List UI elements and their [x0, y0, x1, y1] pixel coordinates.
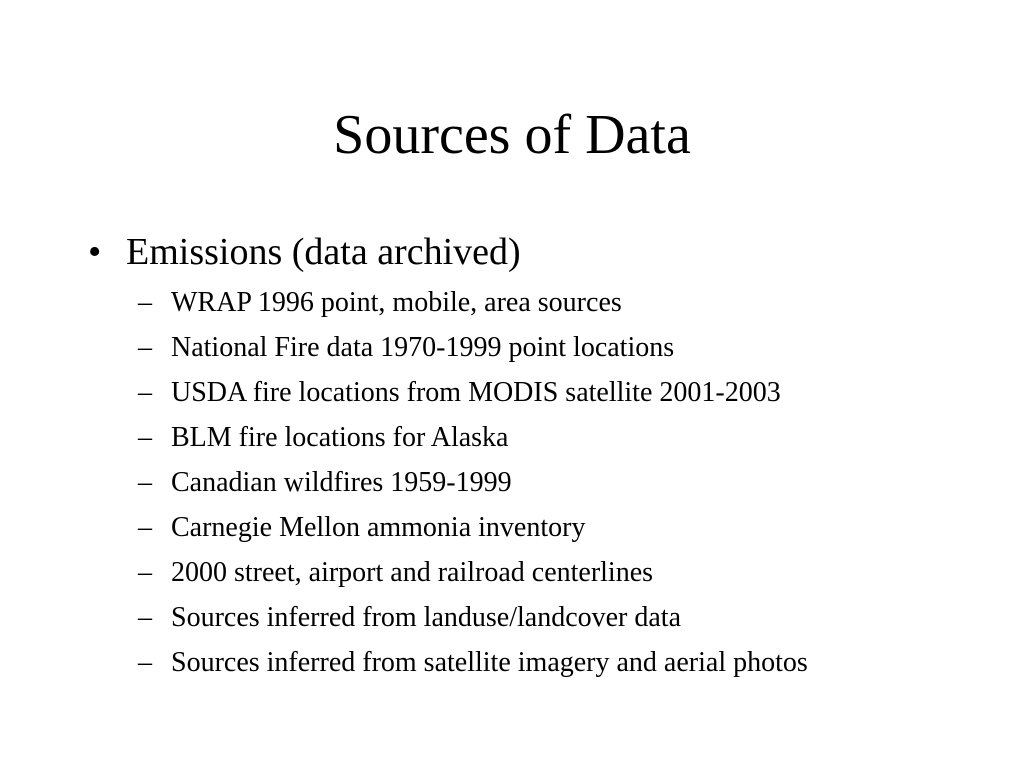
sub-bullet-text: 2000 street, airport and railroad centerlines: [171, 557, 654, 588]
sub-bullet-item: [138, 464, 938, 501]
dash-marker: –: [138, 422, 152, 453]
main-bullet-item: [88, 228, 988, 276]
sub-bullet-item: [138, 599, 938, 636]
dash-marker: –: [138, 377, 152, 408]
dash-marker: –: [138, 512, 152, 543]
main-bullet-text: Emissions (data archived): [126, 231, 521, 273]
sub-bullet-item: [138, 554, 938, 591]
sub-bullet-item: [138, 509, 938, 546]
bullet-marker: •: [88, 231, 102, 273]
sub-bullet-text: Carnegie Mellon ammonia inventory: [171, 512, 586, 543]
dash-marker: –: [138, 647, 152, 678]
sub-bullet-text: Sources inferred from landuse/landcover data: [171, 602, 682, 633]
sub-bullet-item: [138, 419, 938, 456]
sub-bullet-item: [138, 374, 938, 411]
sub-bullet-list: [138, 284, 938, 689]
dash-marker: –: [138, 287, 152, 318]
sub-bullet-item: [138, 284, 938, 321]
dash-marker: –: [138, 332, 152, 363]
sub-bullet-item: [138, 644, 938, 681]
dash-marker: –: [138, 602, 152, 633]
sub-bullet-text: WRAP 1996 point, mobile, area sources: [171, 287, 622, 318]
sub-bullet-text: National Fire data 1970-1999 point locations: [171, 332, 675, 363]
sub-bullet-text: Sources inferred from satellite imagery and aerial photos: [171, 647, 808, 678]
dash-marker: –: [138, 557, 152, 588]
sub-bullet-text: BLM fire locations for Alaska: [171, 422, 509, 453]
sub-bullet-text: Canadian wildfires 1959-1999: [171, 467, 512, 498]
dash-marker: –: [138, 467, 152, 498]
slide-title: Sources of Data: [333, 104, 691, 166]
sub-bullet-item: [138, 329, 938, 366]
sub-bullet-text: USDA fire locations from MODIS satellite 2001-2003: [171, 377, 781, 408]
